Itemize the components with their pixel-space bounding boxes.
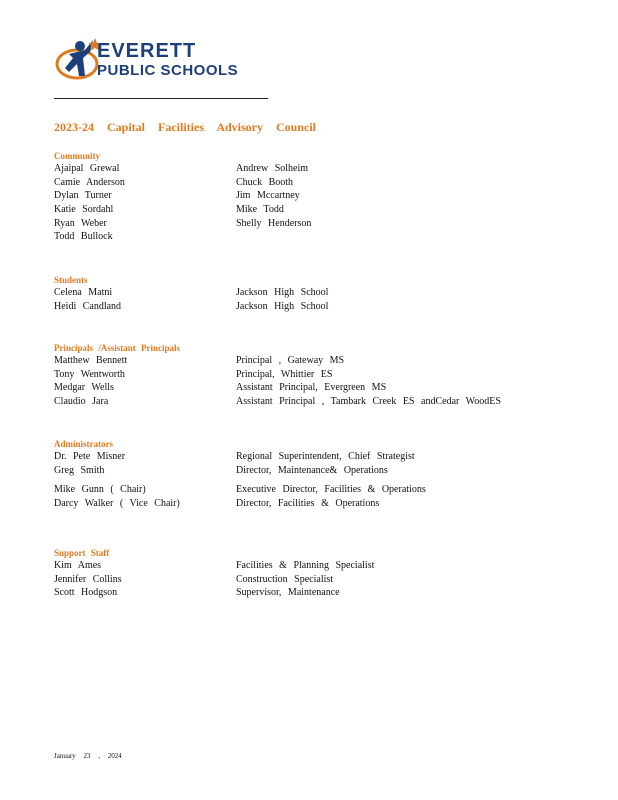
member-row <box>54 162 574 176</box>
member-role: Principal, Whittier ES <box>236 368 333 380</box>
section-students <box>54 275 574 313</box>
member-name: Jennifer Collins <box>54 573 122 585</box>
member-name: Heidi Candland <box>54 300 122 312</box>
member-name: Todd Bullock <box>54 231 113 243</box>
member-role: Jackson High School <box>236 287 329 298</box>
member-row <box>54 450 574 464</box>
member-name: Dylan Turner <box>54 190 112 202</box>
member-row <box>54 559 574 573</box>
member-name: Medgar Wells <box>54 382 114 394</box>
section-heading: Support Staff <box>54 548 110 558</box>
member-name: Dr. Pete Misner <box>54 451 126 462</box>
section-support-staff <box>54 548 574 600</box>
document-title: 2023-24 Capital Facilities Advisory Council <box>54 120 316 134</box>
section-heading: Administrators <box>54 439 113 449</box>
member-name: Shelly Henderson <box>236 217 312 229</box>
member-name: Tony Wentworth <box>54 368 125 380</box>
member-role: Supervisor, Maintenance <box>236 587 340 599</box>
member-row <box>54 483 574 497</box>
member-role: Director, Maintenance& Operations <box>236 464 388 476</box>
member-name: Camie Anderson <box>54 176 125 188</box>
member-row <box>54 189 574 203</box>
member-row <box>54 203 574 217</box>
member-row <box>54 217 574 231</box>
member-row <box>54 381 574 395</box>
section-principals <box>54 343 574 409</box>
member-row <box>54 573 574 587</box>
member-name: Chuck Booth <box>236 176 294 188</box>
logo-wordmark-line1: EVERETT <box>97 40 197 62</box>
member-role: Director, Facilities & Operations <box>236 498 380 510</box>
section-heading: Principals /Assistant Principals <box>54 343 181 353</box>
section-heading: Students <box>54 275 88 285</box>
member-name: Darcy Walker ( Vice Chair) <box>54 498 180 510</box>
member-name: Ajaipal Grewal <box>54 163 120 174</box>
member-row <box>54 354 574 368</box>
member-row <box>54 286 574 300</box>
footer-date: January 23 , 2024 <box>54 752 122 760</box>
member-name: Matthew Bennett <box>54 355 128 366</box>
member-row <box>54 497 574 511</box>
member-row <box>54 230 574 244</box>
member-role: Assistant Principal , Tambark Creek ES andCedar WoodES <box>236 396 501 408</box>
member-row <box>54 176 574 190</box>
member-row <box>54 464 574 478</box>
member-name: Mike Todd <box>236 204 284 216</box>
member-row <box>54 586 574 600</box>
member-name: Scott Hodgson <box>54 587 118 599</box>
member-name: Jim Mccartney <box>236 190 300 202</box>
member-role: Facilities & Planning Specialist <box>236 560 375 571</box>
section-community <box>54 151 574 244</box>
member-role: Construction Specialist <box>236 573 334 585</box>
member-role: Principal , Gateway MS <box>236 355 345 366</box>
member-name: Ryan Weber <box>54 217 107 229</box>
member-role: Assistant Principal, Evergreen MS <box>236 382 387 394</box>
section-administrators <box>54 439 574 511</box>
member-row <box>54 368 574 382</box>
member-name: Katie Sordahl <box>54 204 114 216</box>
logo-wordmark-line2: PUBLIC SCHOOLS <box>97 62 239 79</box>
member-row <box>54 395 574 409</box>
member-name: Celena Matni <box>54 287 113 298</box>
member-role: Regional Superintendent, Chief Strategist <box>236 451 415 462</box>
member-name: Mike Gunn ( Chair) <box>54 484 146 496</box>
member-role: Executive Director, Facilities & Operations <box>236 484 426 496</box>
member-name: Claudio Jara <box>54 396 109 408</box>
member-row <box>54 300 574 314</box>
member-name: Greg Smith <box>54 464 105 476</box>
member-role: Jackson High School <box>236 300 329 312</box>
member-name: Andrew Solheim <box>236 163 309 174</box>
section-heading: Community <box>54 151 101 161</box>
header-divider <box>54 98 268 99</box>
member-name: Kim Ames <box>54 560 102 571</box>
